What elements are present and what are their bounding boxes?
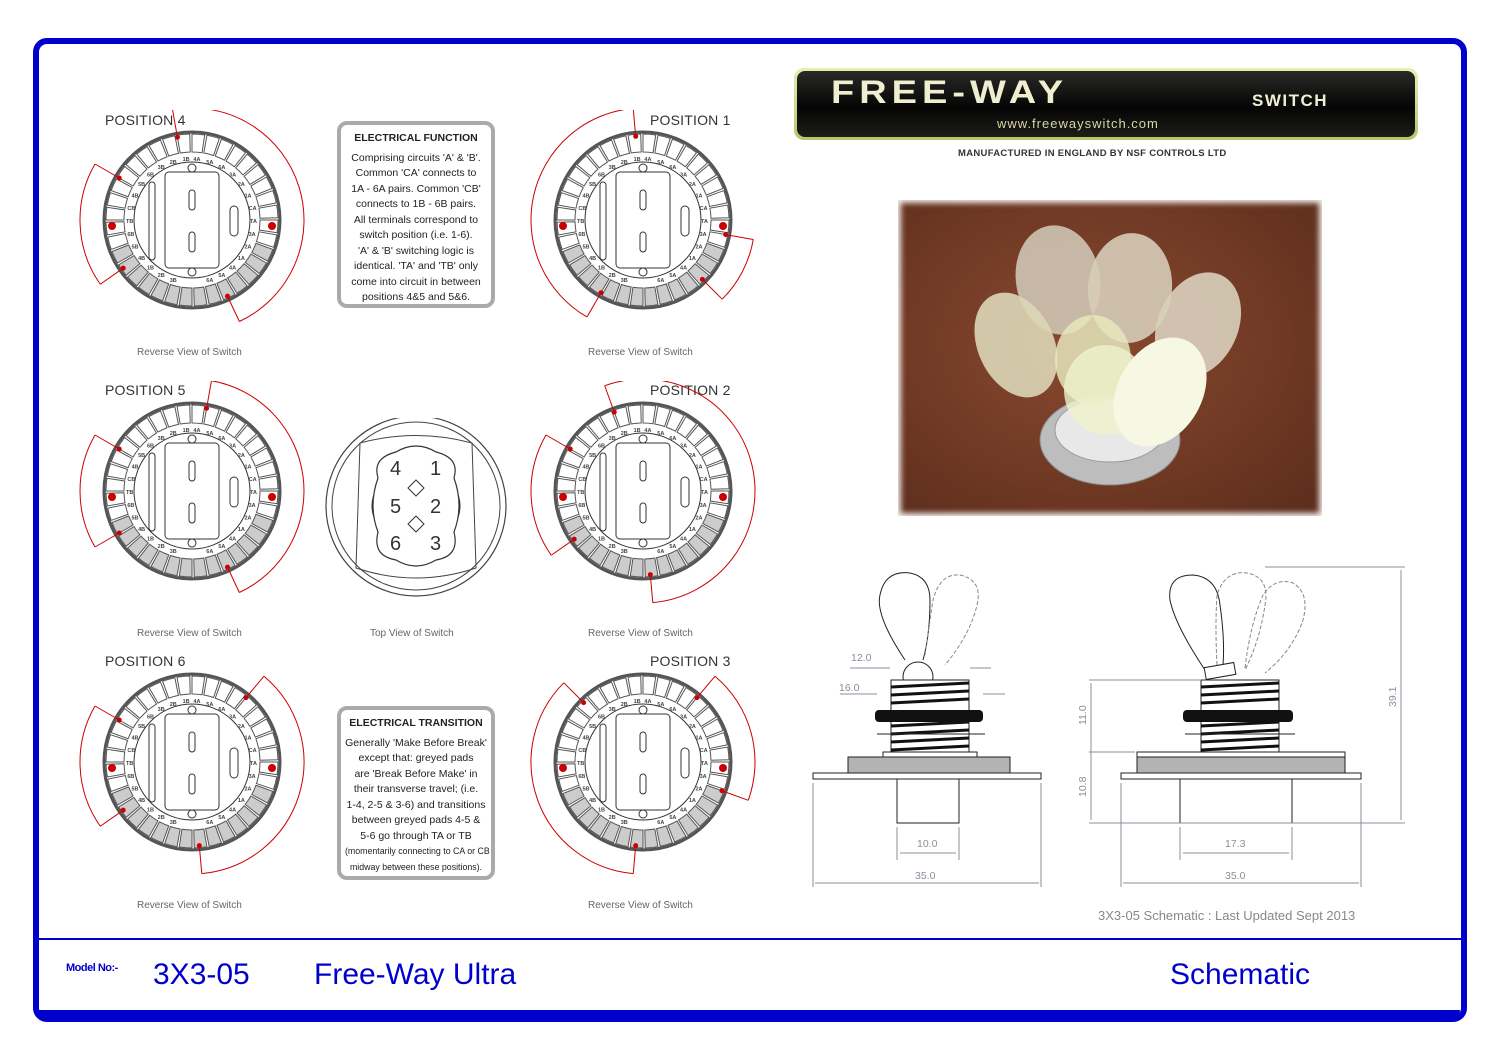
- svg-text:TB: TB: [577, 761, 585, 767]
- svg-text:CA: CA: [248, 476, 257, 483]
- svg-text:5B: 5B: [582, 244, 590, 251]
- dimension-label: 10.8: [1077, 776, 1089, 797]
- logo-sub-text: SWITCH: [1252, 91, 1329, 110]
- svg-text:4A: 4A: [229, 265, 237, 272]
- position-6-caption: Reverse View of Switch: [137, 900, 242, 911]
- svg-text:1A: 1A: [244, 464, 252, 471]
- svg-text:1B: 1B: [597, 265, 606, 272]
- switch-dial-position-6: [72, 652, 312, 892]
- svg-text:4A: 4A: [680, 807, 688, 814]
- svg-text:3A: 3A: [248, 232, 256, 239]
- svg-text:3A: 3A: [699, 774, 707, 781]
- svg-text:5B: 5B: [582, 515, 590, 522]
- svg-text:3B: 3B: [169, 820, 177, 827]
- svg-text:CB: CB: [578, 205, 587, 212]
- dimension-label: 16.0: [839, 682, 860, 694]
- svg-text:6A: 6A: [218, 164, 226, 171]
- svg-text:2A: 2A: [688, 182, 696, 189]
- svg-text:CB: CB: [578, 747, 587, 754]
- schematic-caption: 3X3-05 Schematic : Last Updated Sept 2013: [1098, 908, 1356, 923]
- svg-text:5B: 5B: [138, 724, 146, 731]
- svg-text:3A: 3A: [248, 774, 256, 781]
- svg-text:2B: 2B: [608, 273, 616, 280]
- svg-text:2A: 2A: [237, 724, 245, 731]
- position-3-caption: Reverse View of Switch: [588, 900, 693, 911]
- svg-text:TB: TB: [126, 761, 134, 767]
- side-view-schematic: [805, 565, 1055, 895]
- svg-text:6A: 6A: [657, 549, 665, 556]
- svg-text:6A: 6A: [657, 278, 665, 285]
- switch-dial-position-2: [523, 381, 763, 621]
- svg-text:6A: 6A: [206, 820, 214, 827]
- transition-note-line: midway between these positions).: [349, 861, 483, 872]
- switch-dial-position-5: [72, 381, 312, 621]
- svg-text:2B: 2B: [169, 701, 177, 708]
- transition-line: between greyed pads 4-5 &: [351, 814, 481, 826]
- top-view-caption: Top View of Switch: [370, 628, 454, 639]
- svg-text:3B: 3B: [620, 820, 628, 827]
- svg-text:4B: 4B: [138, 526, 146, 533]
- svg-text:1A: 1A: [695, 464, 703, 471]
- position-4-caption: Reverse View of Switch: [137, 347, 242, 358]
- svg-text:2B: 2B: [608, 815, 616, 822]
- svg-text:6A: 6A: [669, 706, 677, 713]
- svg-text:2B: 2B: [169, 159, 177, 166]
- transition-line: 5-6 go through TA or TB: [360, 829, 472, 842]
- position-5-caption: Reverse View of Switch: [137, 628, 242, 639]
- svg-text:1A: 1A: [237, 255, 245, 262]
- svg-text:2B: 2B: [157, 815, 165, 822]
- svg-text:4A: 4A: [193, 699, 201, 706]
- svg-text:5A: 5A: [206, 430, 214, 437]
- dimension-label: 10.0: [917, 838, 938, 850]
- svg-text:3A: 3A: [248, 503, 256, 510]
- svg-text:6A: 6A: [218, 435, 226, 442]
- transition-line: are 'Break Before Make' in: [354, 767, 478, 780]
- dimension-label: 17.3: [1225, 838, 1246, 850]
- svg-text:6B: 6B: [146, 714, 155, 721]
- svg-text:TB: TB: [577, 219, 585, 225]
- logo-url: www.freewayswitch.com: [997, 116, 1159, 131]
- model-name: Free-Way Ultra: [314, 958, 517, 991]
- svg-text:5A: 5A: [669, 815, 677, 822]
- svg-text:1B: 1B: [182, 157, 190, 164]
- top-view-number: 6: [390, 533, 402, 555]
- product-photo: [898, 200, 1322, 516]
- electrical-transition-box: [337, 706, 495, 880]
- svg-text:1B: 1B: [633, 428, 641, 435]
- svg-text:1B: 1B: [146, 536, 155, 543]
- svg-text:4A: 4A: [644, 157, 652, 164]
- svg-text:CA: CA: [699, 205, 708, 212]
- position-4-title: POSITION 4: [105, 112, 186, 128]
- svg-text:CB: CB: [127, 747, 136, 754]
- svg-text:1A: 1A: [237, 797, 245, 804]
- position-2-caption: Reverse View of Switch: [588, 628, 693, 639]
- svg-text:4A: 4A: [193, 157, 201, 164]
- svg-text:1A: 1A: [688, 797, 696, 804]
- svg-text:TA: TA: [701, 761, 708, 767]
- svg-text:TA: TA: [250, 490, 257, 496]
- svg-text:1B: 1B: [182, 428, 190, 435]
- function-line: Common 'CA' connects to: [355, 167, 477, 179]
- svg-text:CA: CA: [699, 476, 708, 483]
- svg-text:CA: CA: [699, 747, 708, 754]
- svg-text:2A: 2A: [688, 453, 696, 460]
- svg-text:4B: 4B: [131, 464, 139, 471]
- svg-text:CB: CB: [578, 476, 587, 483]
- svg-text:TA: TA: [701, 219, 708, 225]
- svg-text:1B: 1B: [182, 699, 190, 706]
- svg-text:4A: 4A: [644, 699, 652, 706]
- svg-text:1B: 1B: [597, 536, 606, 543]
- svg-text:3B: 3B: [608, 164, 616, 171]
- electrical-function-box: [337, 121, 495, 308]
- svg-text:3A: 3A: [699, 503, 707, 510]
- svg-text:6B: 6B: [578, 232, 586, 239]
- svg-text:2B: 2B: [169, 430, 177, 437]
- svg-text:5A: 5A: [657, 159, 665, 166]
- function-line: connects to 1B - 6B pairs.: [355, 198, 477, 210]
- document-type: Schematic: [1170, 958, 1311, 991]
- footer-divider: [33, 938, 1461, 940]
- svg-text:6B: 6B: [578, 503, 586, 510]
- svg-text:TB: TB: [126, 219, 134, 225]
- svg-text:2B: 2B: [157, 273, 165, 280]
- svg-text:1A: 1A: [244, 193, 252, 200]
- svg-text:3B: 3B: [608, 706, 616, 713]
- svg-text:4B: 4B: [582, 193, 590, 200]
- free-way-logo: [794, 68, 1418, 140]
- svg-text:5A: 5A: [669, 544, 677, 551]
- svg-text:1A: 1A: [237, 526, 245, 533]
- transition-line: their transverse travel; (i.e.: [353, 783, 479, 795]
- svg-text:TA: TA: [250, 761, 257, 767]
- svg-text:5A: 5A: [218, 544, 226, 551]
- svg-text:4A: 4A: [680, 536, 688, 543]
- dimension-label: 12.0: [851, 652, 872, 664]
- svg-text:4A: 4A: [193, 428, 201, 435]
- function-line: 'A' & 'B' switching logic is: [358, 244, 474, 257]
- svg-text:5B: 5B: [138, 182, 146, 189]
- svg-text:4B: 4B: [589, 255, 597, 262]
- svg-text:2B: 2B: [157, 544, 165, 551]
- svg-text:5B: 5B: [131, 244, 139, 251]
- dimension-label: 11.0: [1077, 705, 1089, 725]
- top-view-number: 2: [430, 496, 442, 518]
- position-5-title: POSITION 5: [105, 382, 186, 398]
- svg-text:2B: 2B: [620, 701, 628, 708]
- svg-text:5B: 5B: [138, 453, 146, 460]
- function-line: positions 4&5 and 5&6.: [362, 291, 470, 303]
- svg-text:4B: 4B: [582, 464, 590, 471]
- svg-text:1B: 1B: [633, 157, 641, 164]
- svg-text:6B: 6B: [127, 774, 135, 781]
- svg-text:TA: TA: [701, 490, 708, 496]
- svg-text:6A: 6A: [206, 549, 214, 556]
- svg-text:3A: 3A: [229, 714, 237, 721]
- transition-note-line: (momentarily connecting to CA or CB: [345, 846, 490, 856]
- svg-text:1B: 1B: [597, 807, 606, 814]
- svg-text:4A: 4A: [229, 536, 237, 543]
- svg-text:3B: 3B: [620, 549, 628, 556]
- svg-text:3B: 3B: [620, 278, 628, 285]
- top-view-number: 4: [390, 458, 402, 480]
- svg-text:5B: 5B: [131, 786, 139, 793]
- svg-text:CA: CA: [248, 205, 257, 212]
- svg-text:4B: 4B: [582, 735, 590, 742]
- svg-text:6A: 6A: [657, 820, 665, 827]
- transition-line: except that: greyed pads: [358, 752, 474, 764]
- svg-text:3B: 3B: [157, 164, 165, 171]
- svg-text:6A: 6A: [669, 164, 677, 171]
- svg-text:TB: TB: [577, 490, 585, 496]
- svg-text:3A: 3A: [229, 172, 237, 179]
- svg-text:1B: 1B: [633, 699, 641, 706]
- function-line: Comprising circuits 'A' & 'B'.: [351, 151, 481, 164]
- svg-text:CA: CA: [248, 747, 257, 754]
- svg-text:2A: 2A: [244, 515, 252, 522]
- svg-text:2B: 2B: [620, 430, 628, 437]
- svg-text:1A: 1A: [688, 255, 696, 262]
- svg-text:4B: 4B: [138, 255, 146, 262]
- dimension-label: 39.1: [1387, 686, 1399, 707]
- svg-text:3B: 3B: [169, 278, 177, 285]
- svg-text:6B: 6B: [597, 172, 606, 179]
- svg-text:5B: 5B: [131, 515, 139, 522]
- dimension-label: 35.0: [915, 870, 936, 882]
- svg-text:TA: TA: [250, 219, 257, 225]
- function-line: 1A - 6A pairs. Common 'CB': [351, 182, 481, 195]
- svg-text:2A: 2A: [695, 244, 703, 251]
- front-view-schematic: [1065, 565, 1410, 895]
- svg-text:1A: 1A: [695, 735, 703, 742]
- function-line: come into circuit in between: [351, 275, 481, 288]
- svg-text:3B: 3B: [169, 549, 177, 556]
- svg-text:4A: 4A: [229, 807, 237, 814]
- svg-text:3A: 3A: [699, 232, 707, 239]
- svg-text:4A: 4A: [644, 428, 652, 435]
- function-line: All terminals correspond to: [353, 213, 479, 226]
- function-line: identical. 'TA' and 'TB' only: [354, 260, 478, 272]
- electrical-transition-heading: ELECTRICAL TRANSITION: [349, 717, 483, 729]
- transition-line: 1-4, 2-5 & 3-6) and transitions: [346, 798, 486, 811]
- svg-text:5A: 5A: [218, 273, 226, 280]
- switch-dial-position-3: [523, 652, 763, 892]
- svg-text:4B: 4B: [138, 797, 146, 804]
- svg-text:2B: 2B: [608, 544, 616, 551]
- svg-text:6A: 6A: [206, 278, 214, 285]
- svg-text:5A: 5A: [669, 273, 677, 280]
- svg-text:2A: 2A: [244, 244, 252, 251]
- svg-text:3B: 3B: [157, 435, 165, 442]
- svg-text:5B: 5B: [589, 724, 597, 731]
- top-view-number: 1: [430, 458, 442, 480]
- svg-text:5B: 5B: [589, 182, 597, 189]
- svg-text:2A: 2A: [237, 182, 245, 189]
- top-view-number: 5: [390, 496, 402, 518]
- top-view-number: 3: [430, 533, 442, 555]
- svg-text:CB: CB: [127, 205, 136, 212]
- svg-text:TB: TB: [126, 490, 134, 496]
- svg-text:CB: CB: [127, 476, 136, 483]
- svg-text:4A: 4A: [680, 265, 688, 272]
- switch-dial-position-1: [523, 110, 763, 350]
- svg-text:1A: 1A: [688, 526, 696, 533]
- position-3-title: POSITION 3: [650, 653, 731, 669]
- svg-text:6B: 6B: [597, 714, 606, 721]
- position-2-title: POSITION 2: [650, 382, 731, 398]
- svg-text:3B: 3B: [608, 435, 616, 442]
- page-border-bottom: [36, 1010, 1460, 1016]
- svg-text:2A: 2A: [695, 786, 703, 793]
- svg-text:1A: 1A: [695, 193, 703, 200]
- svg-text:6B: 6B: [146, 172, 155, 179]
- function-line: switch position (i.e. 1-6).: [359, 229, 473, 241]
- position-1-caption: Reverse View of Switch: [588, 347, 693, 358]
- svg-text:6A: 6A: [218, 706, 226, 713]
- position-1-title: POSITION 1: [650, 112, 731, 128]
- switch-dial-position-4: [72, 110, 312, 350]
- svg-text:6B: 6B: [597, 443, 606, 450]
- position-6-title: POSITION 6: [105, 653, 186, 669]
- svg-text:4B: 4B: [131, 193, 139, 200]
- svg-text:5A: 5A: [206, 159, 214, 166]
- svg-text:6B: 6B: [578, 774, 586, 781]
- svg-text:6A: 6A: [669, 435, 677, 442]
- svg-text:3A: 3A: [229, 443, 237, 450]
- transition-line: Generally 'Make Before Break': [345, 736, 487, 749]
- top-view-diagram: [320, 418, 520, 618]
- svg-text:5A: 5A: [206, 701, 214, 708]
- svg-text:1A: 1A: [244, 735, 252, 742]
- svg-text:6B: 6B: [127, 232, 135, 239]
- svg-text:5B: 5B: [582, 786, 590, 793]
- svg-text:3A: 3A: [680, 172, 688, 179]
- svg-text:5A: 5A: [218, 815, 226, 822]
- svg-text:4B: 4B: [131, 735, 139, 742]
- svg-text:5B: 5B: [589, 453, 597, 460]
- svg-text:2A: 2A: [695, 515, 703, 522]
- svg-text:2A: 2A: [244, 786, 252, 793]
- svg-text:2B: 2B: [620, 159, 628, 166]
- manufacturer-text: MANUFACTURED IN ENGLAND BY NSF CONTROLS LTD: [958, 148, 1227, 159]
- svg-text:3A: 3A: [680, 443, 688, 450]
- electrical-function-heading: ELECTRICAL FUNCTION: [354, 132, 478, 144]
- svg-text:2A: 2A: [688, 724, 696, 731]
- svg-text:1B: 1B: [146, 807, 155, 814]
- dimension-label: 35.0: [1225, 870, 1246, 882]
- svg-text:4B: 4B: [589, 797, 597, 804]
- model-number: 3X3-05: [153, 958, 250, 991]
- model-label: Model No:-: [66, 962, 118, 974]
- svg-text:6B: 6B: [146, 443, 155, 450]
- logo-main-text: FREE-WAY: [831, 75, 1069, 111]
- svg-text:6B: 6B: [127, 503, 135, 510]
- svg-text:2A: 2A: [237, 453, 245, 460]
- svg-text:3B: 3B: [157, 706, 165, 713]
- svg-text:5A: 5A: [657, 701, 665, 708]
- svg-text:5A: 5A: [657, 430, 665, 437]
- svg-text:4B: 4B: [589, 526, 597, 533]
- svg-text:1B: 1B: [146, 265, 155, 272]
- svg-text:3A: 3A: [680, 714, 688, 721]
